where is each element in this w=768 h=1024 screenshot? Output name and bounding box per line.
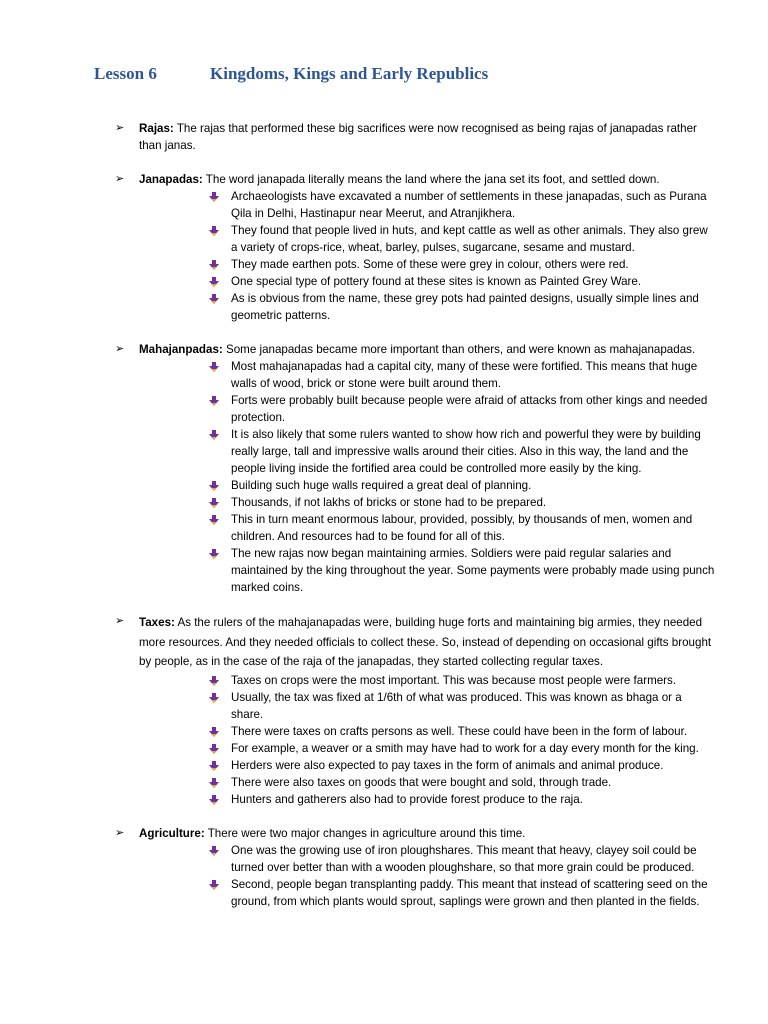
arrow-down-bullet-icon [209, 880, 219, 890]
arrow-down-bullet-icon [209, 761, 219, 771]
section-janapadas [115, 171, 715, 324]
arrow-down-bullet-icon [209, 795, 219, 805]
section-text: The rajas that performed these big sacrifices were now recognised as being rajas of janapadas rather than janas. [139, 122, 697, 152]
arrow-down-bullet-icon [209, 481, 219, 491]
section-heading: Mahajanpadas: [139, 343, 223, 356]
arrow-down-bullet-icon [209, 549, 219, 559]
list-item-text: Archaeologists have excavated a number of settlements in these janapadas, such as Purana Qila in Delhi, Hastinapur near Meerut, and Atranjikhera. [231, 190, 707, 220]
arrow-down-bullet-icon [209, 727, 219, 737]
list-item [207, 757, 715, 774]
lesson-heading [94, 64, 488, 84]
list-item [207, 222, 715, 256]
list-item [207, 392, 715, 426]
arrow-down-bullet-icon [209, 294, 219, 304]
list-item [207, 774, 715, 791]
list-item [207, 256, 715, 273]
list-item [207, 426, 715, 477]
list-item-text: Usually, the tax was fixed at 1/6th of what was produced. This was known as bhaga or a share. [231, 690, 682, 721]
arrow-down-bullet-icon [209, 498, 219, 508]
arrow-down-bullet-icon [209, 693, 219, 703]
list-item-text: They made earthen pots. Some of these were grey in colour, others were red. [231, 258, 629, 271]
list-item-text: This in turn meant enormous labour, provided, possibly, by thousands of men, women and children. And resources had to be found for all of this. [231, 513, 693, 543]
arrow-down-bullet-icon [209, 676, 219, 686]
arrow-down-bullet-icon [209, 260, 219, 270]
list-item-text: As is obvious from the name, these grey pots had painted designs, usually simple lines and geometric patterns. [231, 292, 699, 322]
list-item [207, 672, 715, 689]
list-item-text: There were also taxes on goods that were bought and sold, through trade. [231, 775, 612, 789]
list-item-text: It is also likely that some rulers wanted to show how rich and powerful they were by building really large, tall and impressive walls around their cities. Also in this way, the land and the people living inside the fortified area could be controlled more easily by the king. [231, 428, 701, 475]
section-taxes [115, 613, 715, 808]
arrow-right-icon: ➢ [115, 615, 125, 627]
list-item-text: One was the growing use of iron ploughshares. This meant that heavy, clayey soil could be turned over better than with a wooden ploughshare, so that more grain could be produced. [231, 843, 697, 874]
section-heading: Janapadas: [139, 173, 203, 186]
section-agriculture [115, 825, 715, 910]
lesson-content [115, 120, 715, 927]
list-item-text: One special type of pottery found at these sites is known as Painted Grey Ware. [231, 275, 642, 288]
section-text: As the rulers of the mahajanapadas were, building huge forts and maintaining big armies, they needed more resources. And they needed officials to collect these. So, instead of depending on occasional gifts brought by people, as in the case of the raja of the janapadas, they started collecting regular taxes. [139, 616, 712, 669]
section-mahajanpadas [115, 341, 715, 596]
point-list [115, 358, 715, 596]
list-item-text: Second, people began transplanting paddy. This meant that instead of scattering seed on the ground, from which plants would sprout, saplings were grown and then planted in the fields. [231, 877, 708, 908]
list-item [207, 723, 715, 740]
list-item-text: Herders were also expected to pay taxes in the form of animals and animal produce. [231, 758, 664, 772]
point-list [115, 842, 715, 910]
arrow-down-bullet-icon [209, 846, 219, 856]
list-item-text: Forts were probably built because people were afraid of attacks from other kings and needed protection. [231, 394, 708, 424]
point-list [115, 672, 715, 808]
list-item-text: Thousands, if not lakhs of bricks or stone had to be prepared. [231, 496, 547, 509]
list-item [207, 494, 715, 511]
list-item [207, 876, 715, 910]
list-item [207, 290, 715, 324]
arrow-right-icon: ➢ [115, 173, 125, 185]
arrow-down-bullet-icon [209, 362, 219, 372]
list-item [207, 740, 715, 757]
lesson-number: Lesson 6 [94, 64, 157, 83]
section-text: The word janapada literally means the land where the jana set its foot, and settled down. [202, 173, 660, 186]
list-item [207, 511, 715, 545]
list-item-text: Taxes on crops were the most important. This was because most people were farmers. [231, 673, 677, 687]
list-item [207, 791, 715, 808]
arrow-down-bullet-icon [209, 226, 219, 236]
list-item [207, 273, 715, 290]
list-item [207, 689, 715, 723]
list-item-text: Building such huge walls required a great deal of planning. [231, 479, 532, 492]
section-heading: Rajas: [139, 122, 174, 135]
arrow-down-bullet-icon [209, 192, 219, 202]
section-intro [115, 120, 715, 154]
arrow-down-bullet-icon [209, 430, 219, 440]
arrow-right-icon: ➢ [115, 343, 125, 355]
list-item-text: They found that people lived in huts, and kept cattle as well as other animals. They also grew a variety of crops-rice, wheat, barley, pulses, sugarcane, sesame and mustard. [231, 224, 708, 254]
section-heading: Taxes: [139, 616, 175, 629]
section-intro [115, 613, 715, 672]
section-rajas [115, 120, 715, 154]
list-item-text: For example, a weaver or a smith may have had to work for a day every month for the king. [231, 741, 699, 755]
arrow-right-icon: ➢ [115, 122, 125, 134]
lesson-title: Kingdoms, Kings and Early Republics [210, 64, 489, 83]
arrow-right-icon: ➢ [115, 826, 125, 839]
arrow-down-bullet-icon [209, 515, 219, 525]
arrow-down-bullet-icon [209, 277, 219, 287]
section-intro [115, 171, 715, 188]
point-list [115, 188, 715, 324]
list-item-text: Hunters and gatherers also had to provide forest produce to the raja. [231, 792, 583, 806]
list-item [207, 188, 715, 222]
list-item-text: Most mahajanapadas had a capital city, many of these were fortified. This means that huge walls of wood, brick or stone were built around them. [231, 360, 698, 390]
section-text: Some janapadas became more important than others, and were known as mahajanapadas. [222, 343, 696, 356]
list-item-text: The new rajas now began maintaining armies. Soldiers were paid regular salaries and maintained by the king throughout the year. Some payments were probably made using punch marked coins. [231, 547, 715, 594]
section-intro [115, 825, 715, 842]
list-item [207, 477, 715, 494]
list-item-text: There were taxes on crafts persons as well. These could have been in the form of labour. [231, 724, 688, 738]
section-text: There were two major changes in agriculture around this time. [204, 826, 526, 840]
section-heading: Agriculture: [139, 826, 205, 840]
arrow-down-bullet-icon [209, 778, 219, 788]
list-item [207, 545, 715, 596]
section-intro [115, 341, 715, 358]
arrow-down-bullet-icon [209, 744, 219, 754]
list-item [207, 358, 715, 392]
arrow-down-bullet-icon [209, 396, 219, 406]
list-item [207, 842, 715, 876]
